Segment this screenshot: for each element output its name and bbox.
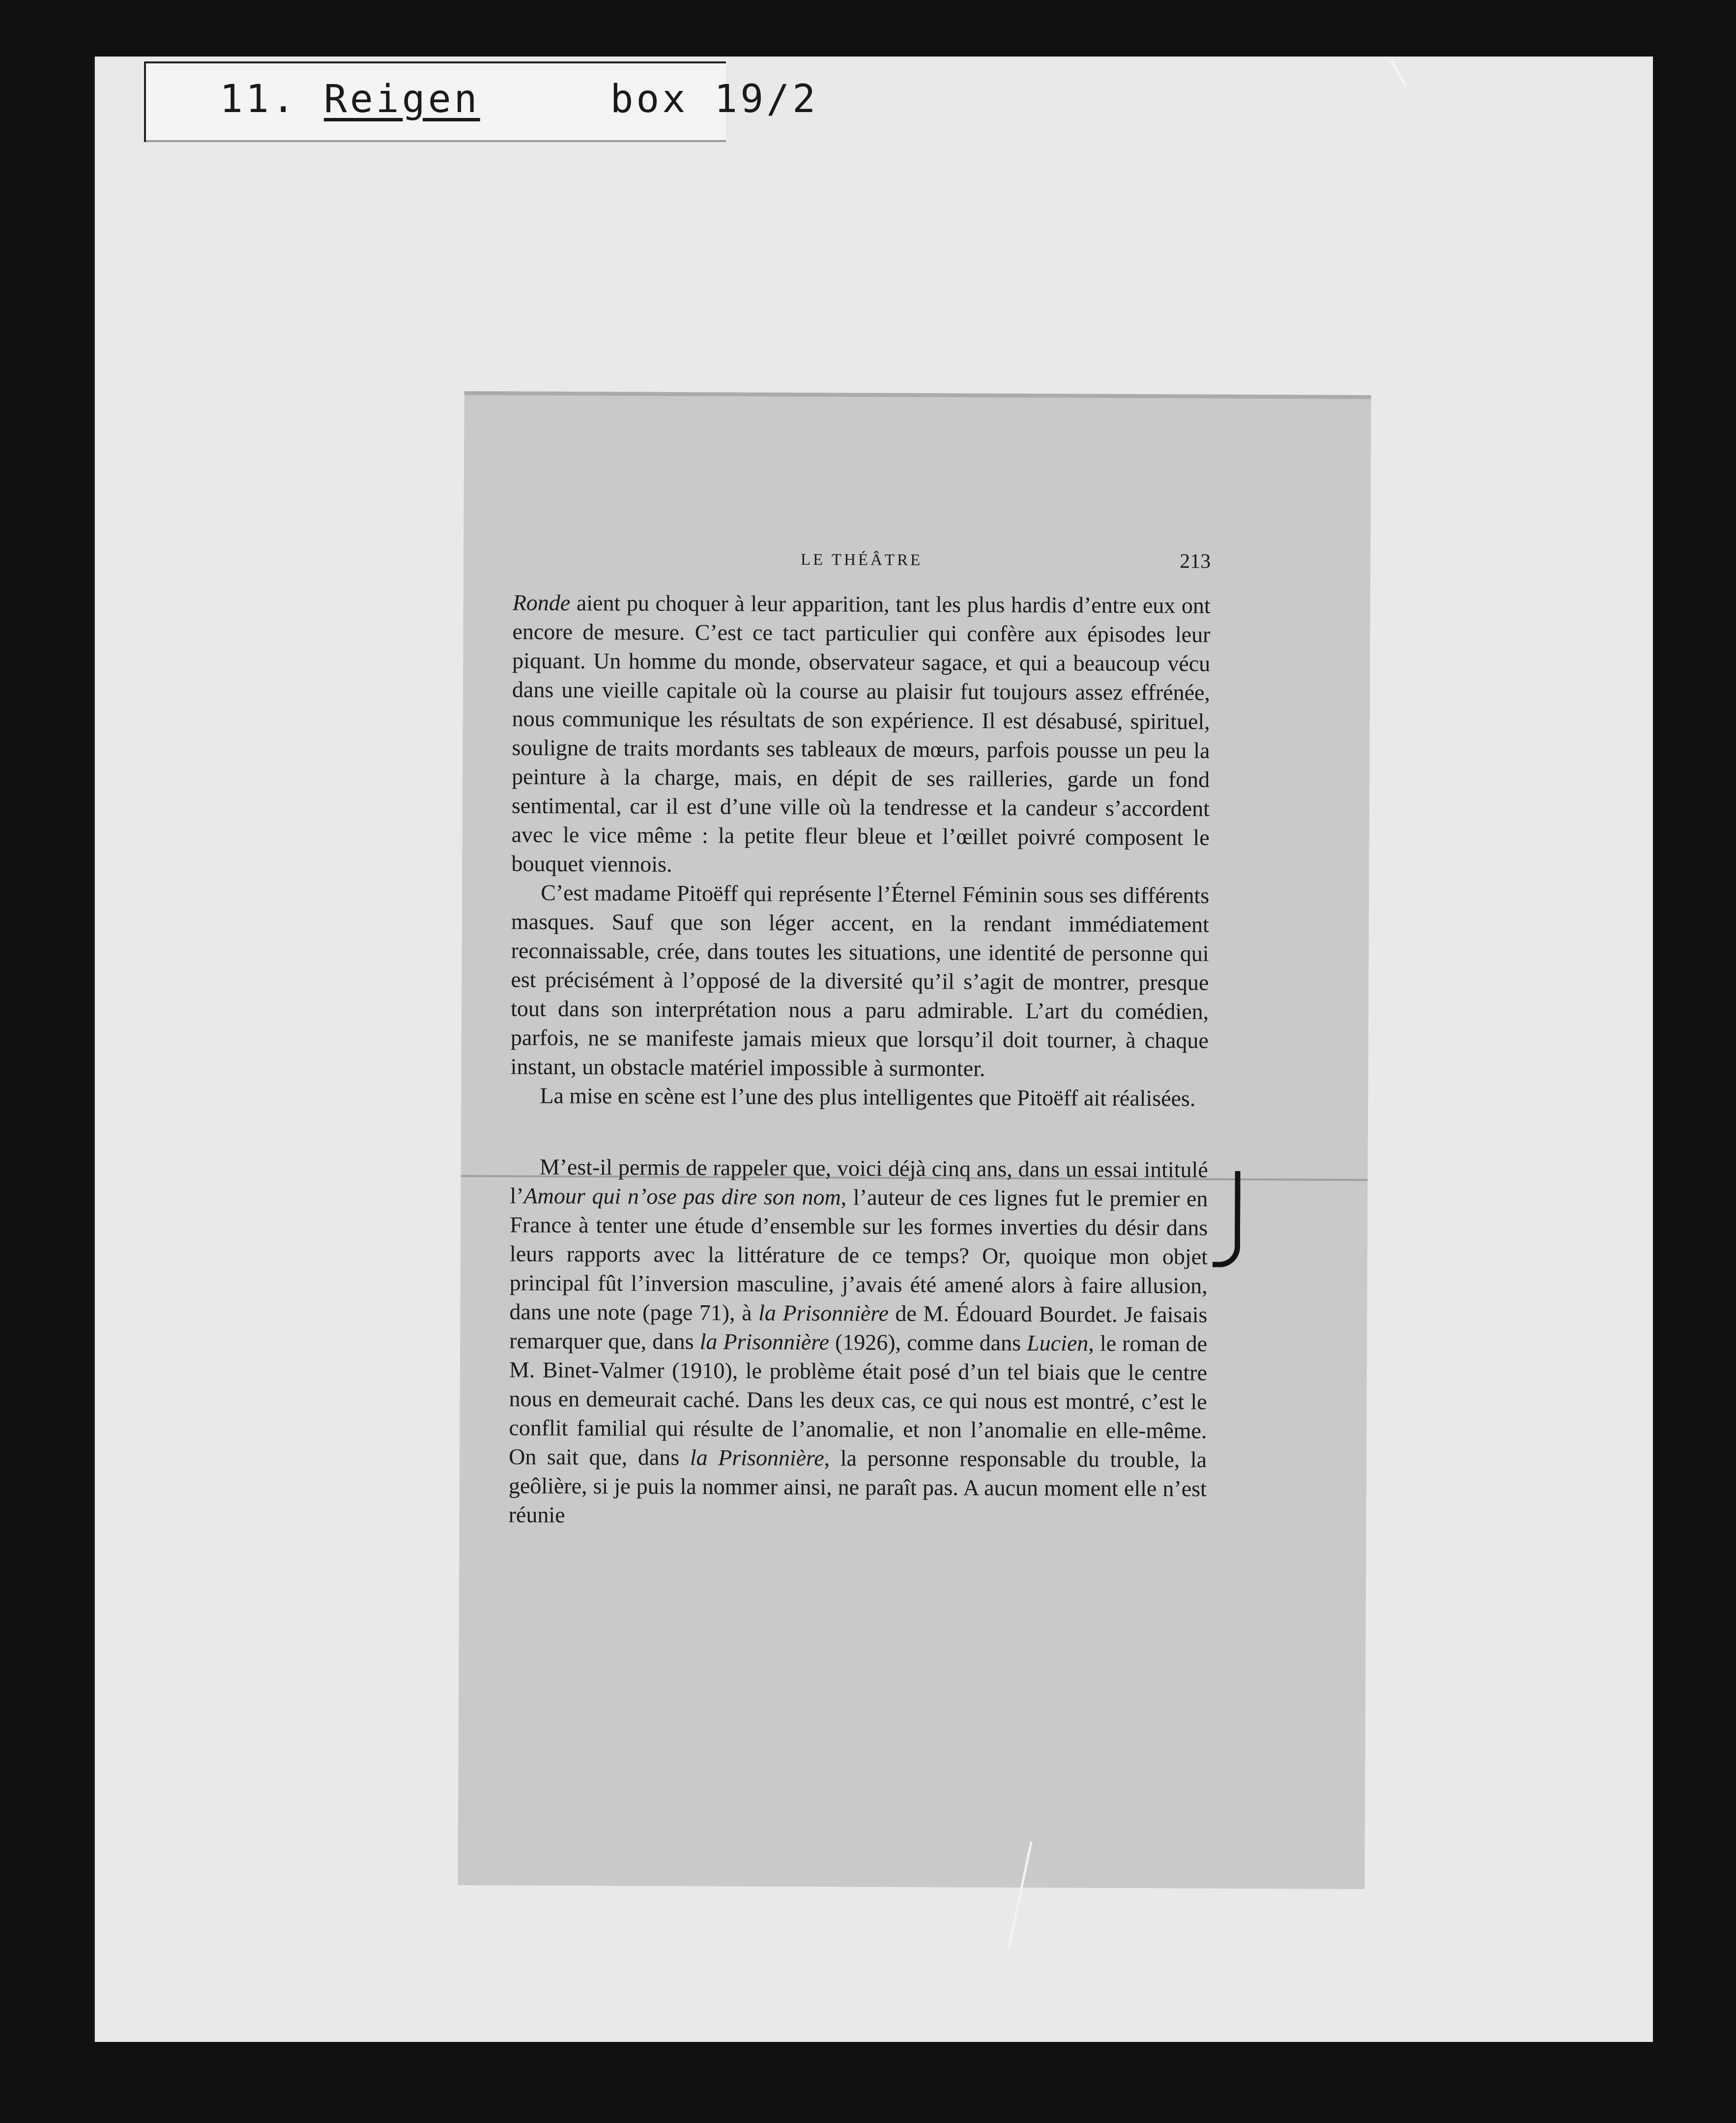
page-number: 213: [1180, 550, 1211, 573]
label-text: [220, 77, 818, 121]
italic-title: la Prisonnière: [758, 1300, 889, 1326]
italic-title: la Prisonnière: [699, 1329, 830, 1355]
handwritten-bracket-mark: [1213, 1171, 1241, 1267]
text-run: aient pu choquer à leur apparition, tant les plus hardis d’entre eux ont encore de mesure. C’est ce tact particulier qui confère aux épisodes leur piquant. Un homme du monde, observateur sagace, et qui a beaucoup vécu dans une vieille capitale où la course au plaisir fut toujours assez effrénée, nous communique les résultats de son expérience. Il est désabusé, spirituel, souligne de traits mordants ses tableaux de mœurs, parfois pousse un peu la peinture à la charge, mais, en dépit de ses railleries, garde un fond sentimental, car il est d’une ville où la tendresse et la candeur s’accordent avec le vice même : la petite fleur bleue et l’œillet poivré composent le bouquet viennois.: [511, 590, 1211, 877]
italic-title: la Prisonnière: [690, 1445, 824, 1471]
paragraph: [511, 878, 1210, 1084]
text-run: de M. Édouard Bourdet. Je faisais remarquer que, dans: [509, 1300, 1208, 1354]
paragraph: [511, 588, 1211, 881]
text-run: C’est madame Pitoëff qui représente l’Éternel Féminin sous ses différents masques. Sauf que son léger accent, en la rendant immédiatement reconnaissable, crée, dans toutes les situations, une identité de personne qui est précisément à l’opposé de la diversité qu’il s’agit de montrer, presque tout dans son interprétation nous a paru admirable. L’art du comédien, parfois, ne se manifeste jamais mieux que lorsqu’il doit tourner, à chaque instant, un obstacle matériel impossible à surmonter.: [510, 880, 1210, 1081]
paragraph: [510, 1081, 1208, 1113]
body-text: [509, 588, 1211, 1532]
film-scratch: [1390, 60, 1407, 87]
newspaper-clipping: [458, 391, 1371, 1889]
text-run: , le roman de M. Binet-Valmer (1910), le problème était posé d’un tel biais que le centre nous en demeurait caché. Dans les deux cas, ce qui nous est montré, c’est le conflit familial qui résulte de l’anomalie, et non l’anomalie en elle-même. On sait que, dans: [509, 1330, 1208, 1470]
text-run: M’est-il permis de rappeler que, voici déjà cinq ans, dans un essai intitulé l’: [510, 1154, 1208, 1208]
running-head-title: LE THÉÂTRE: [800, 550, 923, 570]
label-number: 11.: [220, 77, 298, 121]
text-run: , la personne responsable du trouble, la geôlière, si je puis la nommer ainsi, ne paraît pas. A aucun moment elle n’est réunie: [508, 1445, 1207, 1527]
italic-title: Lucien: [1027, 1330, 1089, 1356]
running-head: [513, 549, 1211, 582]
italic-title: Amour qui n’ose pas dire son nom: [523, 1183, 841, 1210]
label-rule: [146, 140, 726, 142]
archive-label: [144, 61, 819, 142]
text-run: (1926), comme dans: [829, 1329, 1027, 1356]
text-run: La mise en scène est l’une des plus intelligentes que Pitoëff ait réalisées.: [540, 1083, 1196, 1111]
archive-sheet: [93, 57, 1653, 2042]
italic-title: Ronde: [512, 590, 571, 615]
clipping-edge: [464, 391, 1371, 399]
paragraph: [509, 1152, 1208, 1532]
text-run: , l’auteur de ces lignes fut le premier en France à tenter une étude d’ensemble sur les formes inverties du désir dans leurs rapports avec la littérature de ce temps? Or, quoique mon objet principal fût l’inversion masculine, j’avais été amené alors à faire allusion, dans une note (page 71), à: [509, 1184, 1208, 1325]
label-title: Reigen: [323, 77, 480, 121]
label-box: box 19/2: [610, 77, 819, 121]
